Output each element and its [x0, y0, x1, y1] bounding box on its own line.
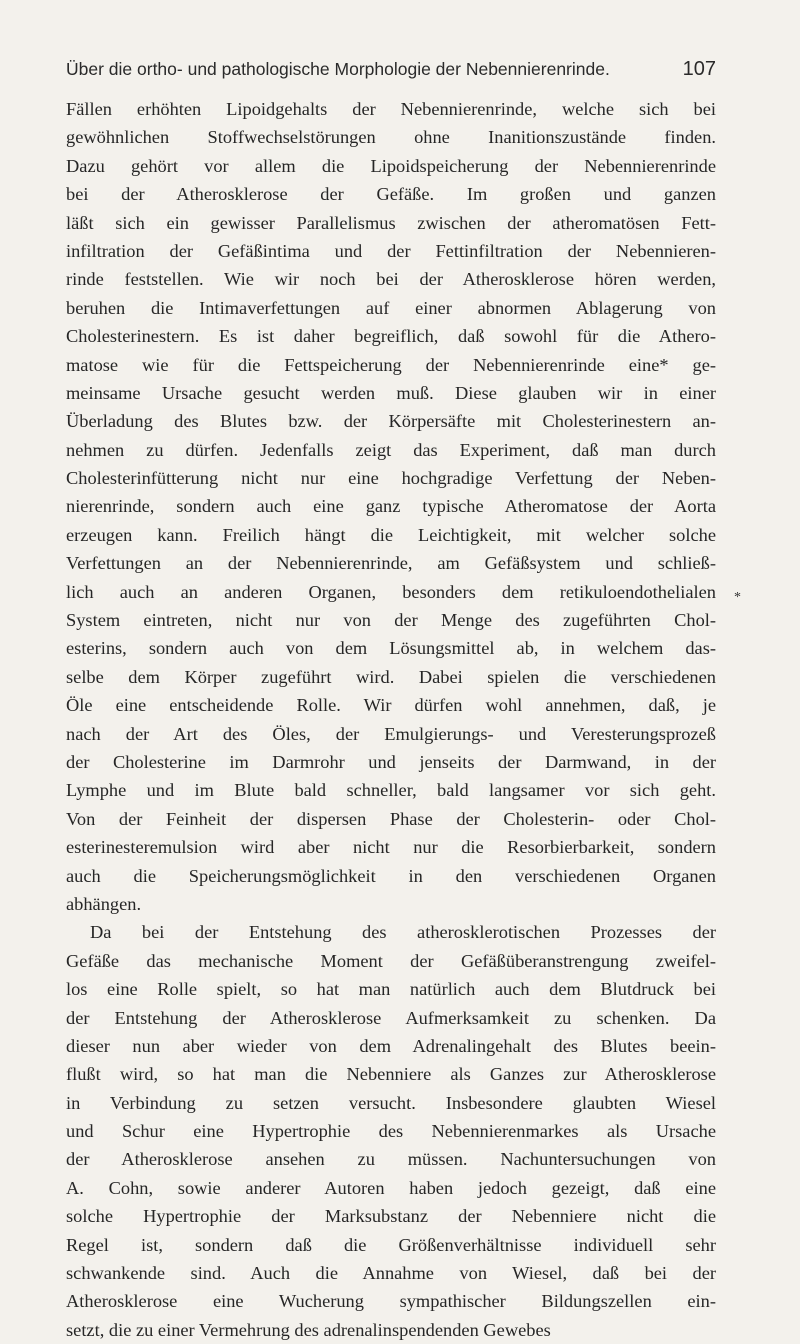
- paragraph: [66, 918, 716, 1344]
- text-line: Überladung des Blutes bzw. der Körpersäfte mit Cholesterinestern an-: [66, 411, 716, 432]
- text-line: infiltration der Gefäßintima und der Fettinfiltration der Nebennieren-: [66, 240, 716, 261]
- text-line: dieser nun aber wieder von dem Adrenalingehalt des Blutes beein-: [66, 1035, 716, 1056]
- text-line: beruhen die Intimaverfettungen auf einer abnormen Ablagerung von: [66, 297, 716, 318]
- text-line: läßt sich ein gewisser Parallelismus zwischen der atheromatösen Fett-: [66, 212, 716, 233]
- text-line: A. Cohn, sowie anderer Autoren haben jedoch gezeigt, daß eine: [66, 1177, 716, 1198]
- text-line: Gefäße das mechanische Moment der Gefäßüberanstrengung zweifel-: [66, 950, 716, 971]
- text-line: Cholesterinfütterung nicht nur eine hochgradige Verfettung der Neben-: [66, 468, 716, 489]
- text-line: schwankende sind. Auch die Annahme von Wiesel, daß bei der: [66, 1263, 716, 1284]
- text-line: selbe dem Körper zugeführt wird. Dabei spielen die verschiedenen: [66, 666, 716, 687]
- text-line: rinde feststellen. Wie wir noch bei der Atherosklerose hören werden,: [66, 269, 716, 290]
- text-line: Regel ist, sondern daß die Größenverhältnisse individuell sehr: [66, 1234, 716, 1255]
- text-line: Dazu gehört vor allem die Lipoidspeicherung der Nebennierenrinde: [66, 155, 716, 176]
- text-line: und Schur eine Hypertrophie des Nebennierenmarkes als Ursache: [66, 1121, 716, 1142]
- text-line: matose wie für die Fettspeicherung der Nebennierenrinde eine* ge-: [66, 354, 716, 375]
- text-line: Fällen erhöhten Lipoidgehalts der Nebennierenrinde, welche sich bei: [66, 99, 716, 119]
- text-line: solche Hypertrophie der Marksubstanz der Nebenniere nicht die: [66, 1206, 716, 1227]
- text-line: flußt wird, so hat man die Nebenniere als Ganzes zur Atherosklerose: [66, 1064, 716, 1085]
- paragraph: [66, 95, 716, 918]
- text-line: nehmen zu dürfen. Jedenfalls zeigt das Experiment, daß man durch: [66, 439, 716, 460]
- text-line: Lymphe und im Blute bald schneller, bald langsamer vor sich geht.: [66, 780, 716, 801]
- text-line: meinsame Ursache gesucht werden muß. Diese glauben wir in einer: [66, 382, 716, 403]
- text-line: esterins, sondern auch von dem Lösungsmittel ab, in welchem das-: [66, 638, 716, 659]
- text-line: Von der Feinheit der dispersen Phase der Cholesterin- oder Chol-: [66, 808, 716, 829]
- text-line: setzt, die zu einer Vermehrung des adrenalinspendenden Gewebes: [66, 1319, 551, 1340]
- text-line: in Verbindung zu setzen versucht. Insbesondere glaubten Wiesel: [66, 1092, 716, 1113]
- text-line: Öle eine entscheidende Rolle. Wir dürfen wohl annehmen, daß, je: [66, 695, 716, 716]
- text-line: nach der Art des Öles, der Emulgierungs- und Veresterungsprozeß: [66, 723, 716, 744]
- margin-mark: *: [734, 590, 741, 605]
- page-number: 107: [682, 58, 716, 80]
- text-line: Verfettungen an der Nebennierenrinde, am Gefäßsystem und schließ-: [66, 553, 716, 574]
- text-line: erzeugen kann. Freilich hängt die Leichtigkeit, mit welcher solche: [66, 524, 716, 545]
- text-line: abhängen.: [66, 893, 142, 914]
- text-line: System eintreten, nicht nur von der Menge des zugeführten Chol-: [66, 610, 716, 631]
- text-line: los eine Rolle spielt, so hat man natürlich auch dem Blutdruck bei: [66, 979, 716, 1000]
- text-line: gewöhnlichen Stoffwechselstörungen ohne Inanitionszustände finden.: [66, 127, 716, 148]
- body-text: [66, 95, 716, 1344]
- text-line: lich auch an anderen Organen, besonders dem retikuloendothelialen: [66, 581, 716, 602]
- text-line: Da bei der Entstehung des atherosklerotischen Prozesses der: [90, 922, 716, 943]
- text-line: nierenrinde, sondern auch eine ganz typische Atheromatose der Aorta: [66, 496, 716, 517]
- text-line: bei der Atherosklerose der Gefäße. Im großen und ganzen: [66, 184, 716, 205]
- text-line: Cholesterinestern. Es ist daher begreiflich, daß sowohl für die Athero-: [66, 326, 716, 347]
- header-title: Über die ortho- und pathologische Morphologie der Nebennierenrinde.: [66, 59, 610, 79]
- text-line: der Entstehung der Atherosklerose Aufmerksamkeit zu schenken. Da: [66, 1007, 716, 1028]
- text-line: esterinesteremulsion wird aber nicht nur die Resorbierbarkeit, sondern: [66, 837, 716, 858]
- text-line: der Cholesterine im Darmrohr und jenseits der Darmwand, in der: [66, 751, 716, 772]
- running-header: [66, 58, 716, 81]
- text-line: auch die Speicherungsmöglichkeit in den verschiedenen Organen: [66, 865, 716, 886]
- text-line: Atherosklerose eine Wucherung sympathischer Bildungszellen ein-: [66, 1291, 716, 1312]
- text-line: der Atherosklerose ansehen zu müssen. Nachuntersuchungen von: [66, 1149, 716, 1170]
